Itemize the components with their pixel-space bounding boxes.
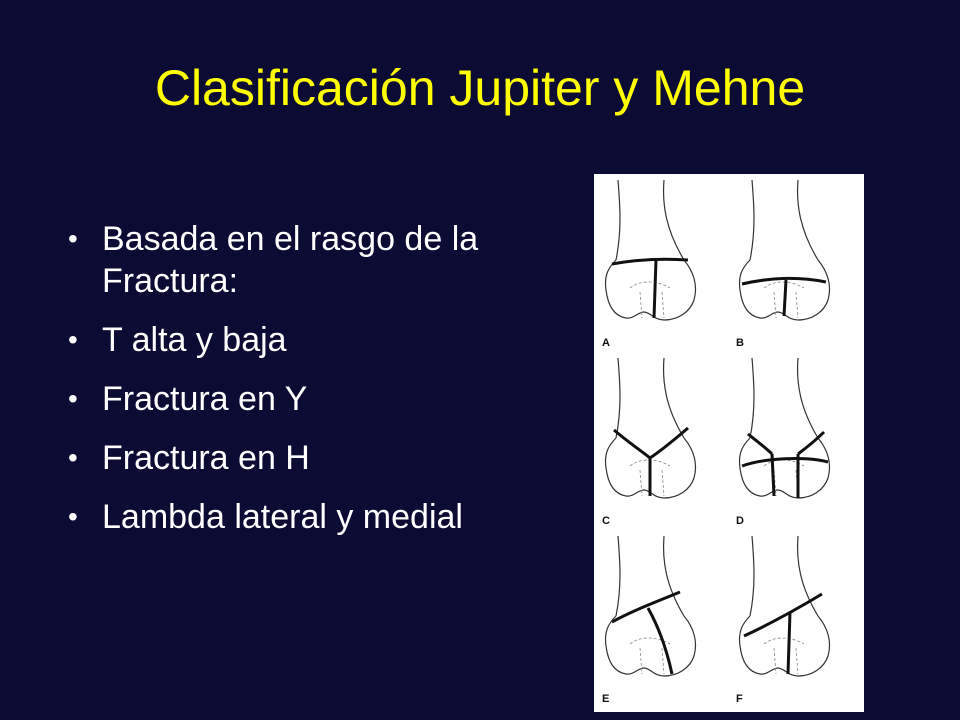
bullet-item [62,319,502,361]
bullet-item [62,496,502,538]
bullet-list [62,218,502,555]
bullet-dot-icon: • [68,442,78,473]
panel-label: A [602,337,610,349]
bullet-dot-icon: • [68,324,78,355]
bullet-dot-icon: • [68,223,78,254]
bullet-item [62,218,502,302]
bullet-dot-icon: • [68,501,78,532]
bullet-text: Basada en el rasgo de la Fractura: [102,220,479,300]
fracture-diagram [594,174,864,712]
bullet-text: Fractura en H [102,439,310,477]
fracture-illustration [594,174,864,712]
panel-label: B [736,337,744,349]
panel-label: F [736,693,743,705]
bullet-text: Fractura en Y [102,380,308,418]
panel-label: D [736,515,744,527]
slide-title: Clasificación Jupiter y Mehne [154,60,806,116]
bullet-text: Lambda lateral y medial [102,498,463,536]
bullet-item [62,437,502,479]
panel-label: C [602,515,610,527]
bullet-item [62,378,502,420]
panel-label: E [602,693,610,705]
bullet-dot-icon: • [68,383,78,414]
bullet-text: T alta y baja [102,321,287,359]
